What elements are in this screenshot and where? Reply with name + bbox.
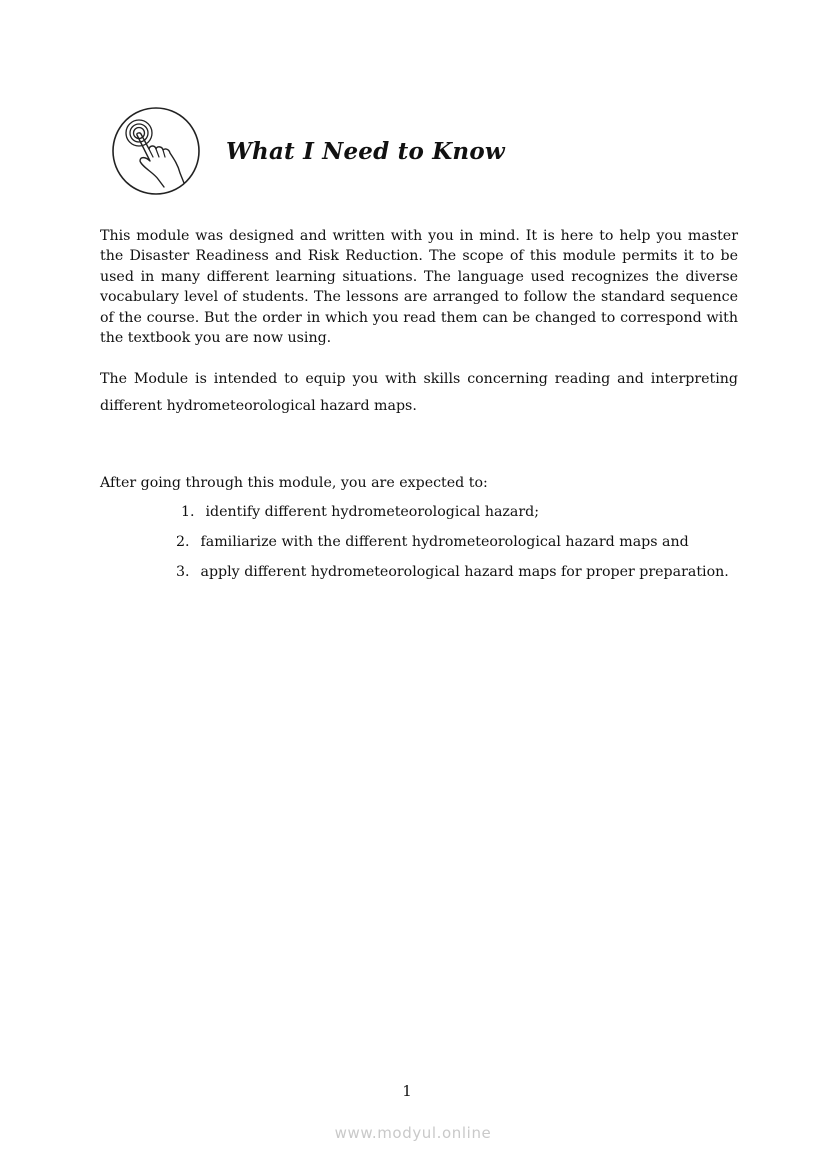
touch-hand-icon xyxy=(112,107,200,195)
section-title: What I Need to Know xyxy=(226,137,505,165)
objectives-list xyxy=(176,501,746,591)
list-item xyxy=(176,531,746,561)
list-item xyxy=(176,561,746,591)
expectations-lead: After going through this module, you are expected to: xyxy=(100,475,488,491)
objective-text: familiarize with the different hydrometeorological hazard maps and xyxy=(200,534,689,550)
section-header xyxy=(112,106,505,196)
list-item xyxy=(176,501,746,531)
objective-text: apply different hydrometeorological hazard maps for proper preparation. xyxy=(200,564,729,580)
objective-number: 2. xyxy=(176,534,190,550)
page-number: 1 xyxy=(402,1082,412,1100)
purpose-paragraph: The Module is intended to equip you with skills concerning reading and interpreting different hydrometeorological hazard maps. xyxy=(100,371,738,414)
objective-text: identify different hydrometeorological hazard; xyxy=(205,504,539,520)
watermark: www.modyul.online xyxy=(334,1124,492,1142)
objective-number: 1. xyxy=(181,504,195,520)
intro-paragraph: This module was designed and written with you in mind. It is here to help you master the Disaster Readiness and Risk Reduction. The scope of this module permits it to be used in many different learning situations. The language used recognizes the diverse vocabulary level of students. The lessons are arranged to follow the standard sequence of the course. But the order in which you read them can be changed to correspond with the textbook you are now using. xyxy=(100,228,738,347)
objective-number: 3. xyxy=(176,564,190,580)
